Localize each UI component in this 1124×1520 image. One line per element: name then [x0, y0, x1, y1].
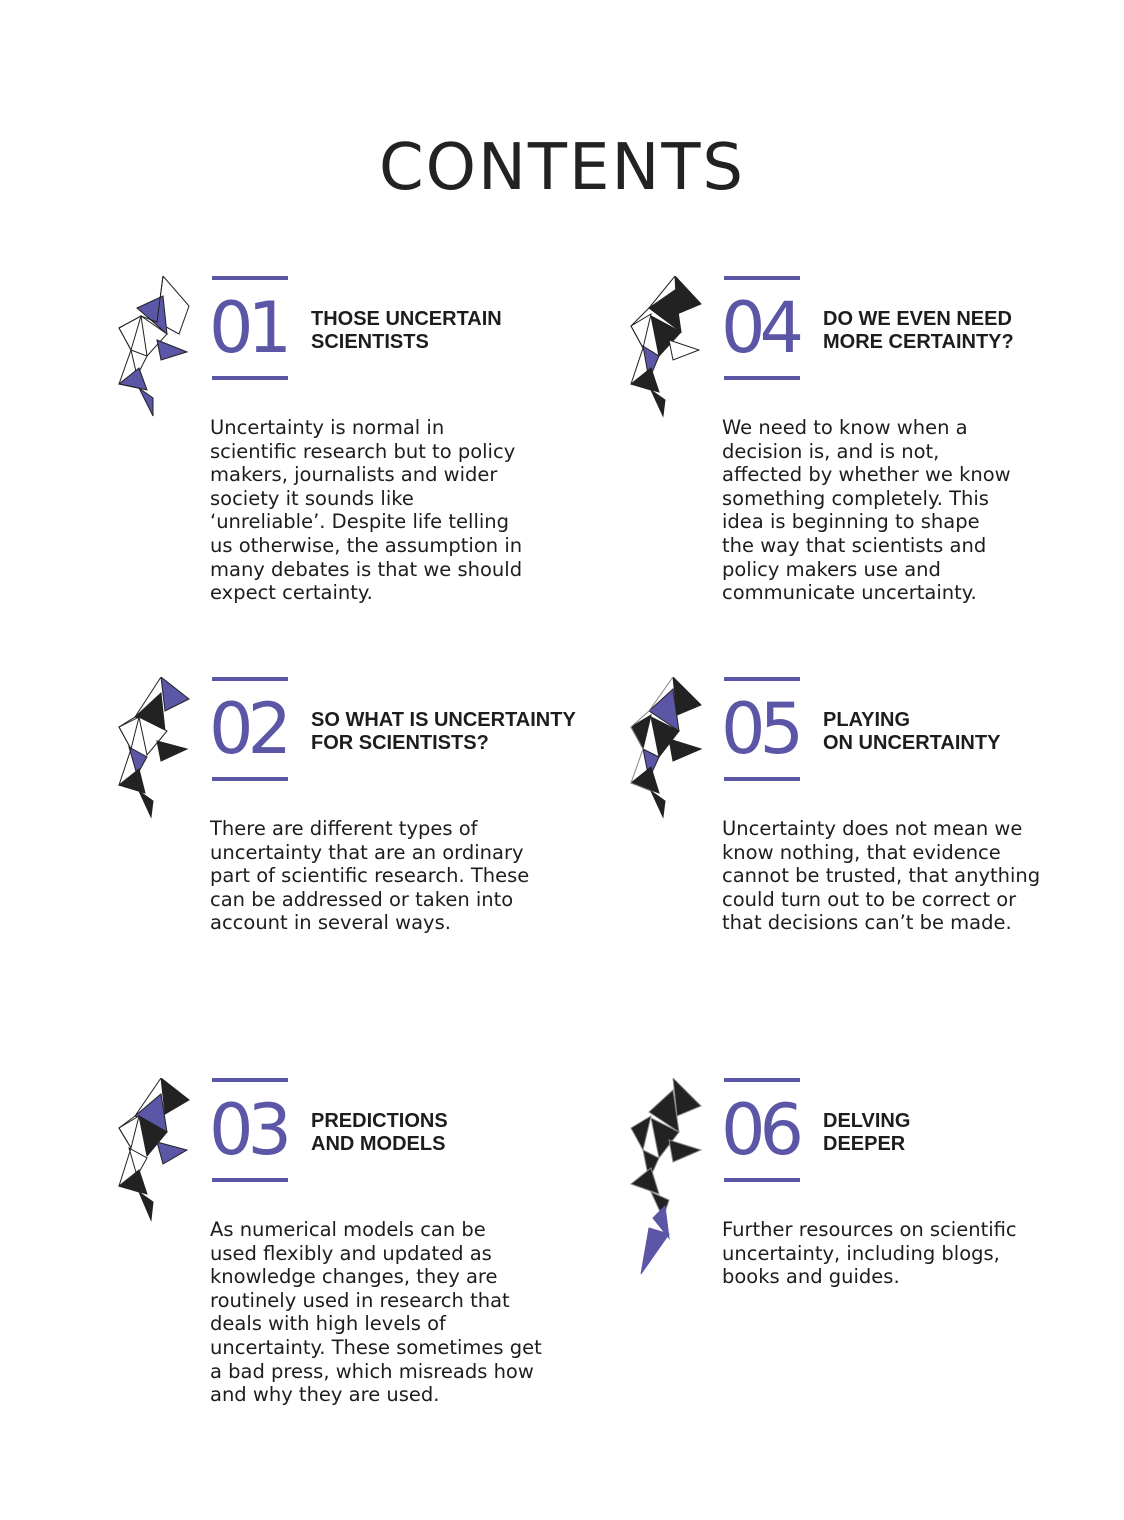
section-number: 05	[721, 688, 799, 770]
section-heading[interactable]: PLAYING ON UNCERTAINTY	[823, 709, 1001, 754]
section-03[interactable]	[117, 1078, 637, 1438]
rule-top	[724, 276, 800, 280]
section-description: As numerical models can be used flexibly and updated as knowledge changes, they are routinely used in research that deals with high levels of uncertainty. These sometimes get a bad press, which misreads how and why they are used.	[210, 1218, 542, 1407]
geometric-crystal-icon	[117, 1078, 197, 1228]
section-description: Further resources on scientific uncertainty, including blogs, books and guides.	[722, 1218, 1017, 1289]
rule-top	[724, 1078, 800, 1082]
section-01[interactable]	[117, 276, 637, 636]
rule-bottom	[212, 777, 288, 781]
section-heading[interactable]: DO WE EVEN NEED MORE CERTAINTY?	[823, 308, 1014, 353]
rule-bottom	[212, 376, 288, 380]
section-06[interactable]	[629, 1078, 1124, 1438]
section-02[interactable]	[117, 677, 637, 1037]
geometric-crystal-icon	[629, 1078, 709, 1278]
rule-top	[212, 677, 288, 681]
section-description: We need to know when a decision is, and is not, affected by whether we know something completely. This idea is beginning to shape the way that scientists and policy makers use and communicate uncertainty.	[722, 416, 1011, 605]
geometric-crystal-icon	[117, 276, 197, 426]
section-number: 01	[209, 287, 287, 369]
geometric-crystal-icon	[629, 677, 709, 827]
section-heading[interactable]: SO WHAT IS UNCERTAINTY FOR SCIENTISTS?	[311, 709, 576, 754]
section-description: There are different types of uncertainty that are an ordinary part of scientific research. These can be addressed or taken into account in several ways.	[210, 817, 530, 935]
geometric-crystal-icon	[117, 677, 197, 827]
rule-bottom	[724, 777, 800, 781]
section-number: 06	[721, 1089, 799, 1171]
section-description: Uncertainty does not mean we know nothing, that evidence cannot be trusted, that anything could turn out to be correct or that decisions can’t be made.	[722, 817, 1041, 935]
rule-bottom	[724, 1178, 800, 1182]
rule-bottom	[724, 376, 800, 380]
section-number: 04	[721, 287, 799, 369]
geometric-crystal-icon	[629, 276, 709, 426]
section-heading[interactable]: DELVING DEEPER	[823, 1110, 911, 1155]
section-number: 03	[209, 1089, 287, 1171]
rule-top	[212, 276, 288, 280]
rule-bottom	[212, 1178, 288, 1182]
section-heading[interactable]: PREDICTIONS AND MODELS	[311, 1110, 448, 1155]
section-05[interactable]	[629, 677, 1124, 1037]
rule-top	[724, 677, 800, 681]
rule-top	[212, 1078, 288, 1082]
page-title: CONTENTS	[378, 131, 746, 205]
section-04[interactable]	[629, 276, 1124, 636]
section-description: Uncertainty is normal in scientific research but to policy makers, journalists and wider society it sounds like ‘unreliable’. Despite life telling us otherwise, the assumption in many debates is that we should expect certainty.	[210, 416, 523, 605]
section-number: 02	[209, 688, 287, 770]
section-heading[interactable]: THOSE UNCERTAIN SCIENTISTS	[311, 308, 502, 353]
